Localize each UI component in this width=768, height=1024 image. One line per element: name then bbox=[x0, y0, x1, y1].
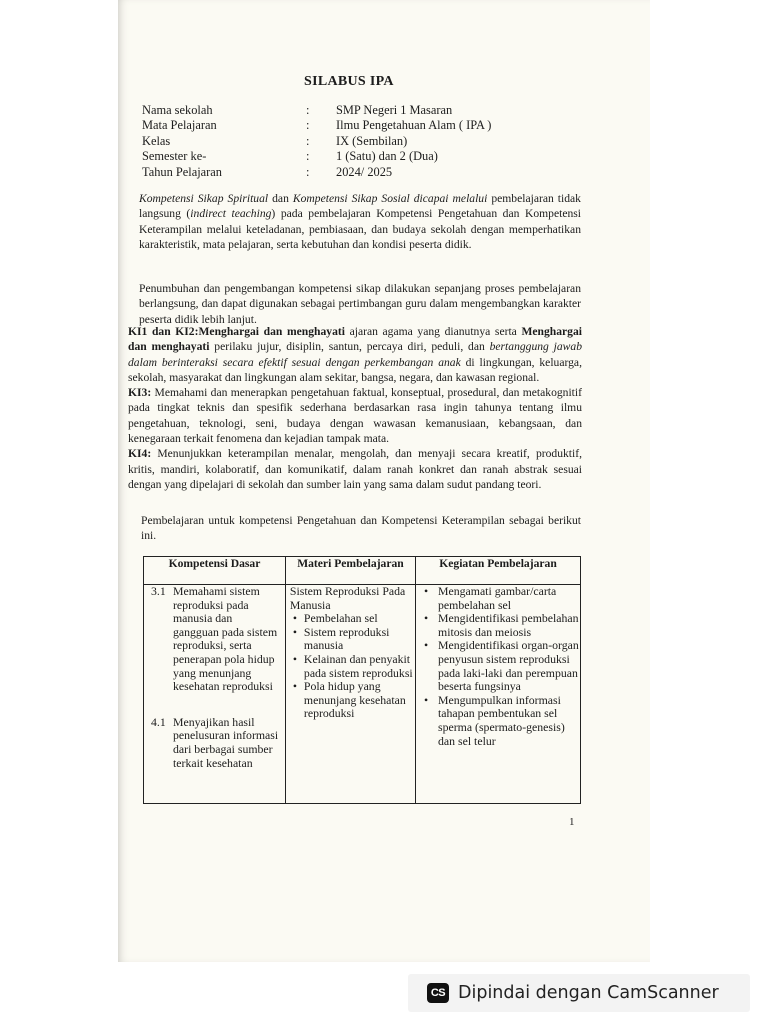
list-item: • Mengidentifikasi organ-organ penyusun sistem reproduksi pada laki-laki dan perempuan beserta fungsinya bbox=[416, 639, 580, 693]
ki4 bbox=[128, 446, 582, 492]
identity-label: Nama sekolah bbox=[142, 103, 213, 117]
identity-separator: : bbox=[306, 133, 310, 148]
core-competencies bbox=[128, 324, 582, 492]
identity-value: 1 (Satu) dan 2 (Dua) bbox=[336, 149, 438, 164]
identity-value: IX (Sembilan) bbox=[336, 133, 408, 148]
kegiatan-list bbox=[416, 585, 580, 748]
intro-paragraph-1 bbox=[139, 191, 581, 252]
ki3-label: KI3: bbox=[128, 386, 152, 400]
identity-separator: : bbox=[306, 149, 310, 164]
ki4-text: Menunjukkan keterampilan menalar, mengolah, dan menyaji secara kreatif, produktif, kritis, mandiri, kolaboratif, dan komunikatif, dalam ranah konkret dan ranah abstrak sesuai dengan yang dipelajari di sekolah dan sumber lain yang sama dalam sudut pandang teori. bbox=[128, 447, 582, 491]
intro-text: pembelajaran tidak langsung ( bbox=[139, 192, 581, 221]
identity-row bbox=[142, 103, 491, 118]
materi-heading: Sistem Reproduksi Pada Manusia bbox=[289, 584, 406, 612]
ki12-text: ajaran agama yang dianutnya serta bbox=[344, 325, 522, 338]
closing-paragraph: Pembelajaran untuk kompetensi Pengetahuan dan Kompetensi Keterampilan sebagai berikut ini. bbox=[141, 514, 581, 543]
intro-italic: indirect teaching bbox=[190, 207, 272, 221]
materi-cell bbox=[285, 585, 415, 804]
camscanner-watermark bbox=[408, 974, 750, 1012]
syllabus-table bbox=[143, 556, 581, 804]
identity-value: 2024/ 2025 bbox=[336, 164, 393, 179]
identity-label: Mata Pelajaran bbox=[142, 118, 217, 133]
list-item: • Mengidentifikasi pembelahan mitosis dan meiosis bbox=[416, 612, 580, 639]
header-materi: Materi Pembelajaran bbox=[285, 557, 415, 585]
identity-row bbox=[142, 118, 491, 133]
ki3 bbox=[128, 385, 582, 446]
watermark-text: Dipindai dengan CamScanner bbox=[458, 983, 719, 1003]
kd-text: Menyajikan hasil penelusuran informasi dari berbagai sumber terkait kesehatan bbox=[173, 714, 279, 770]
ki12-bold: Menghargai dan menghayati bbox=[128, 325, 582, 354]
ki12-bold: Menghargai dan menghayati bbox=[198, 325, 345, 338]
list-item: • Sistem reproduksi manusia bbox=[286, 626, 415, 653]
ki12-text: perilaku jujur, disiplin, santun, percaya diri, peduli, dan bbox=[209, 340, 490, 354]
table-row bbox=[144, 585, 581, 804]
page-number: 1 bbox=[569, 816, 575, 828]
kegiatan-cell bbox=[416, 585, 581, 804]
kd-number: 4.1 bbox=[151, 714, 166, 729]
list-item: • Pembelahan sel bbox=[286, 612, 415, 626]
table-header-row bbox=[144, 557, 581, 585]
camscanner-logo-icon: CS bbox=[427, 983, 449, 1003]
ki12-label: KI1 dan KI2: bbox=[128, 325, 199, 338]
identity-value: SMP Negeri 1 Masaran bbox=[336, 103, 453, 117]
identity-separator: : bbox=[306, 118, 310, 133]
header-kompetensi-dasar: Kompetensi Dasar bbox=[144, 557, 286, 585]
identity-row bbox=[142, 149, 491, 164]
identity-label: Semester ke- bbox=[142, 149, 207, 164]
identity-separator: : bbox=[306, 164, 310, 179]
ki12-text: di lingkungan, keluarga, sekolah, masyarakat dan lingkungan alam sekitar, bangsa, negara, dan kawasan regional. bbox=[128, 355, 582, 384]
intro-paragraph-2: Penumbuhan dan pengembangan kompetensi sikap dilakukan sepanjang proses pembelajaran berlangsung, dan dapat digunakan sebagai pertimbangan guru dalam mengembangkan karakter peserta didik lebih lanjut. bbox=[139, 282, 581, 326]
kd-item bbox=[144, 585, 285, 694]
identity-label: Tahun Pelajaran bbox=[142, 164, 222, 179]
kd-text: Memahami sistem reproduksi pada manusia dan gangguan pada sistem reproduksi, serta penerapan pola hidup yang menunjang kesehatan reproduksi bbox=[173, 584, 278, 694]
materi-list bbox=[286, 612, 415, 721]
identity-row bbox=[142, 134, 491, 149]
list-item: • Kelainan dan penyakit pada sistem reproduksi bbox=[286, 653, 415, 680]
intro-italic: Kompetensi Sikap Sosial dicapai melalui bbox=[292, 192, 488, 205]
ki3-text: Memahami dan menerapkan pengetahuan faktual, konseptual, prosedural, dan metakognitif pada tingkat teknis dan spesifik sederhana berdasarkan rasa ingin tahunya tentang ilmu pengetahuan, teknologi, seni, budaya dengan wawasan kemanusiaan, kebangsaan, dan kenegaraan terkait fenomena dan kejadian tampak mata. bbox=[128, 386, 582, 446]
list-item: • Pola hidup yang menunjang kesehatan reproduksi bbox=[286, 680, 415, 721]
identity-value: Ilmu Pengetahuan Alam ( IPA ) bbox=[336, 118, 492, 133]
list-item: • Mengamati gambar/carta pembelahan sel bbox=[416, 585, 580, 612]
kd-cell bbox=[144, 585, 286, 804]
ki12-italic: bertanggung jawab dalam berinteraksi secara efektif sesuai dengan perkembangan anak bbox=[128, 340, 583, 369]
header-kegiatan: Kegiatan Pembelajaran bbox=[416, 557, 581, 585]
intro-italic: Kompetensi Sikap Spiritual bbox=[139, 192, 269, 205]
identity-separator: : bbox=[306, 103, 310, 117]
kd-item bbox=[144, 716, 285, 770]
intro-text: ) pada pembelajaran Kompetensi Pengetahuan dan Kompetensi Keterampilan melalui keteladanan, pembiasaan, dan budaya sekolah dengan memperhatikan karakteristik, mata pelajaran, serta kebutuhan dan kondisi peserta didik. bbox=[139, 207, 582, 251]
identity-table bbox=[142, 103, 491, 180]
intro-text: dan bbox=[268, 192, 293, 205]
identity-label: Kelas bbox=[142, 133, 171, 148]
ki1-ki2 bbox=[128, 324, 582, 385]
kd-number: 3.1 bbox=[151, 584, 166, 598]
ki4-label: KI4: bbox=[128, 447, 152, 461]
list-item: • Mengumpulkan informasi tahapan pembentukan sel sperma (spermato-genesis) dan sel telur bbox=[416, 694, 580, 748]
document-title: SILABUS IPA bbox=[304, 74, 394, 89]
identity-row bbox=[142, 165, 491, 180]
